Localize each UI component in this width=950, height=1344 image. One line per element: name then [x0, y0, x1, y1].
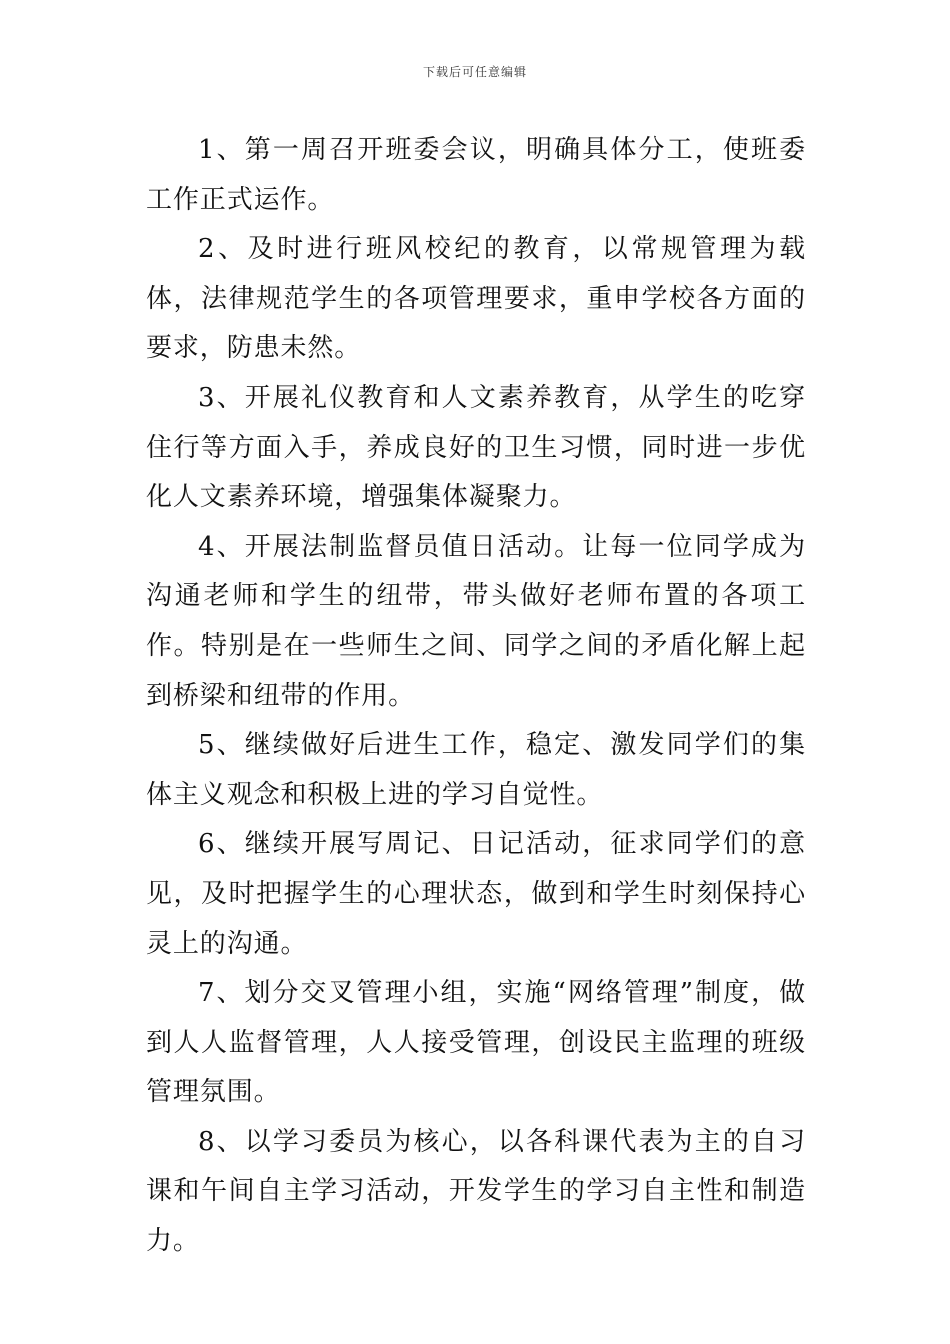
paragraph-6: 6、继续开展写周记、日记活动，征求同学们的意见，及时把握学生的心理状态，做到和学生时刻保持心灵上的沟通。: [146, 829, 806, 959]
paragraph-1: 1、第一周召开班委会议，明确具体分工，使班委工作正式运作。: [146, 135, 806, 215]
document-body: [146, 126, 806, 1267]
paragraph-8: 8、以学习委员为核心，以各科课代表为主的自习课和午间自主学习活动，开发学生的学习自主性和制造力。: [146, 1126, 806, 1257]
paragraph-4: 4、开展法制监督员值日活动。让每一位同学成为沟通老师和学生的纽带，带头做好老师布置的各项工作。特别是在一些师生之间、同学之间的矛盾化解上起到桥梁和纽带的作用。: [146, 531, 806, 711]
paragraph-5: 5、继续做好后进生工作，稳定、激发同学们的集体主义观念和积极上进的学习自觉性。: [146, 730, 806, 810]
paragraph-7: 7、划分交叉管理小组，实施“网络管理”制度，做到人人监督管理，人人接受管理，创设民主监理的班级管理氛围。: [146, 978, 806, 1108]
paragraph-2: 2、及时进行班风校纪的教育，以常规管理为载体，法律规范学生的各项管理要求，重申学校各方面的要求，防患未然。: [146, 234, 806, 364]
paragraph-3: 3、开展礼仪教育和人文素养教育，从学生的吃穿住行等方面入手，养成良好的卫生习惯，同时进一步优化人文素养环境，增强集体凝聚力。: [146, 382, 806, 513]
header-note: 下载后可任意编辑: [422, 65, 527, 79]
